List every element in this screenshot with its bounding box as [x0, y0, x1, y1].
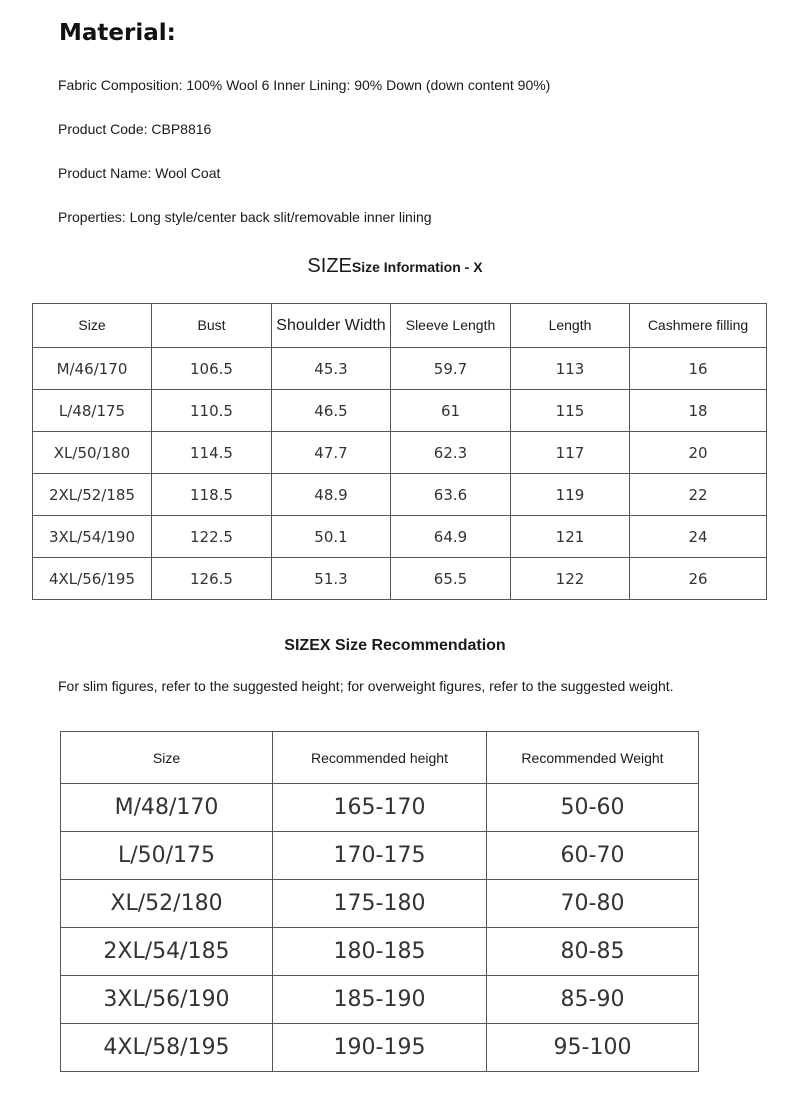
table-row [33, 432, 767, 474]
table-cell: L/50/175 [61, 832, 273, 880]
size-info-title [0, 255, 790, 278]
table-row [33, 474, 767, 516]
fabric-composition: Fabric Composition: 100% Wool 6 Inner Lining: 90% Down (down content 90%) [58, 77, 551, 93]
table-cell: 118.5 [152, 474, 272, 516]
table-cell: 65.5 [391, 558, 511, 600]
table-row [61, 1024, 699, 1072]
header-cashmere-filling: Cashmere filling [630, 304, 767, 348]
table-cell: M/48/170 [61, 784, 273, 832]
header-length: Length [511, 304, 630, 348]
table-cell: 3XL/56/190 [61, 976, 273, 1024]
table-cell: 113 [511, 348, 630, 390]
header-sleeve-length: Sleeve Length [391, 304, 511, 348]
header-shoulder-width: Shoulder Width [272, 304, 391, 348]
table-cell: 114.5 [152, 432, 272, 474]
table-cell: 50-60 [487, 784, 699, 832]
table-cell: 64.9 [391, 516, 511, 558]
table-row [33, 390, 767, 432]
size-info-title-big: SIZE [307, 255, 352, 277]
table-cell: 185-190 [273, 976, 487, 1024]
table-cell: XL/50/180 [33, 432, 152, 474]
table-cell: 117 [511, 432, 630, 474]
table-cell: 45.3 [272, 348, 391, 390]
table-cell: 106.5 [152, 348, 272, 390]
table-cell: 3XL/54/190 [33, 516, 152, 558]
product-code: Product Code: CBP8816 [58, 121, 212, 137]
table-cell: 95-100 [487, 1024, 699, 1072]
table-cell: 48.9 [272, 474, 391, 516]
table-cell: 165-170 [273, 784, 487, 832]
table-cell: 170-175 [273, 832, 487, 880]
table-row [33, 348, 767, 390]
table-cell: 115 [511, 390, 630, 432]
table-cell: 4XL/58/195 [61, 1024, 273, 1072]
table-cell: 85-90 [487, 976, 699, 1024]
table-cell: 80-85 [487, 928, 699, 976]
table-row [61, 784, 699, 832]
table-cell: 18 [630, 390, 767, 432]
table-cell: 175-180 [273, 880, 487, 928]
table-cell: 2XL/52/185 [33, 474, 152, 516]
table-cell: 46.5 [272, 390, 391, 432]
table-cell: 51.3 [272, 558, 391, 600]
table-cell: 61 [391, 390, 511, 432]
table-header-row [61, 732, 699, 784]
table-cell: 62.3 [391, 432, 511, 474]
table-cell: 47.7 [272, 432, 391, 474]
table-cell: 4XL/56/195 [33, 558, 152, 600]
recommendation-title: SIZEX Size Recommendation [284, 637, 506, 654]
table-cell: 2XL/54/185 [61, 928, 273, 976]
table-cell: 110.5 [152, 390, 272, 432]
header-size: Size [61, 732, 273, 784]
material-heading: Material: [59, 20, 176, 46]
table-cell: 126.5 [152, 558, 272, 600]
table-row [61, 976, 699, 1024]
table-cell: 59.7 [391, 348, 511, 390]
header-size: Size [33, 304, 152, 348]
table-row [61, 928, 699, 976]
table-cell: 26 [630, 558, 767, 600]
recommendation-table [60, 731, 699, 1072]
header-recommended-weight: Recommended Weight [487, 732, 699, 784]
table-cell: 20 [630, 432, 767, 474]
table-row [61, 880, 699, 928]
product-name: Product Name: Wool Coat [58, 165, 221, 181]
size-info-title-small: Size Information - X [351, 259, 483, 275]
table-row [33, 516, 767, 558]
product-properties: Properties: Long style/center back slit/removable inner lining [58, 209, 432, 225]
size-info-table [32, 303, 767, 600]
table-row [61, 832, 699, 880]
table-cell: 50.1 [272, 516, 391, 558]
table-cell: 180-185 [273, 928, 487, 976]
table-cell: 60-70 [487, 832, 699, 880]
table-cell: 16 [630, 348, 767, 390]
table-cell: 63.6 [391, 474, 511, 516]
table-cell: 190-195 [273, 1024, 487, 1072]
recommendation-note: For slim figures, refer to the suggested height; for overweight figures, refer to the suggested weight. [58, 678, 674, 694]
table-cell: 122.5 [152, 516, 272, 558]
table-cell: 122 [511, 558, 630, 600]
table-cell: L/48/175 [33, 390, 152, 432]
table-row [33, 558, 767, 600]
table-cell: 24 [630, 516, 767, 558]
header-bust: Bust [152, 304, 272, 348]
table-cell: 121 [511, 516, 630, 558]
header-recommended-height: Recommended height [273, 732, 487, 784]
table-cell: M/46/170 [33, 348, 152, 390]
table-header-row [33, 304, 767, 348]
table-cell: 119 [511, 474, 630, 516]
table-cell: XL/52/180 [61, 880, 273, 928]
table-cell: 22 [630, 474, 767, 516]
table-cell: 70-80 [487, 880, 699, 928]
